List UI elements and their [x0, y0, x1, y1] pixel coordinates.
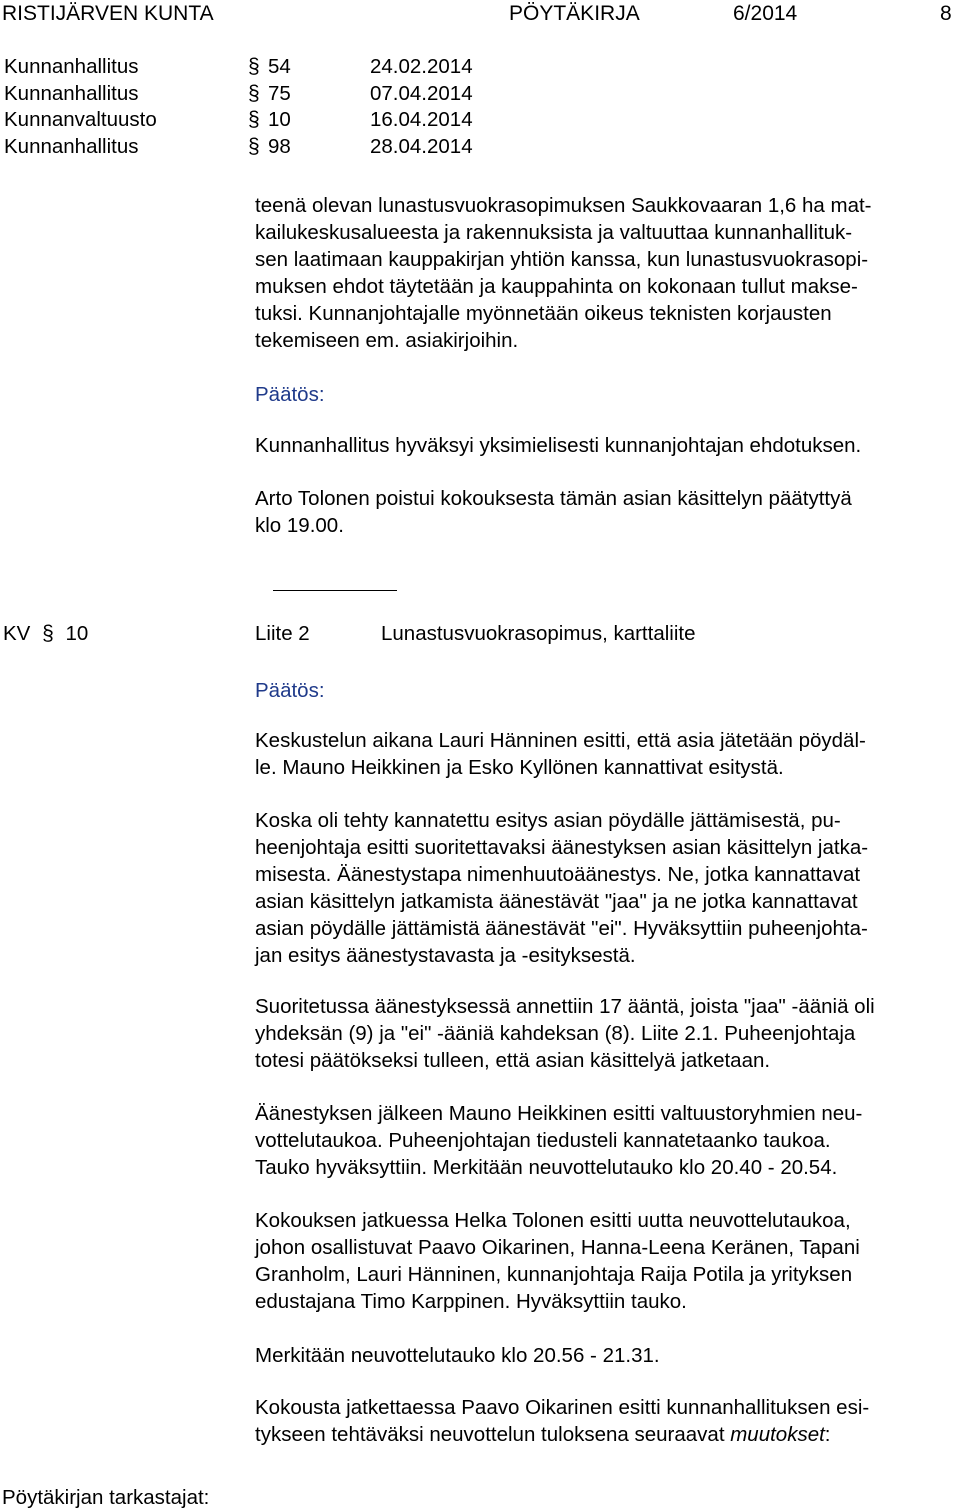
vote-procedure-paragraph	[255, 807, 955, 969]
text-line: Granholm, Lauri Hänninen, kunnanjohtaja Raija Potila ja yrityksen	[255, 1263, 853, 1286]
text-line: Tauko hyväksyttiin. Merkitään neuvottelutauko klo 20.40 - 20.54.	[255, 1156, 838, 1179]
text-line: Kokouksen jatkuessa Helka Tolonen esitti uutta neuvottelutaukoa,	[255, 1209, 851, 1232]
issue-number: 6/2014	[733, 2, 798, 25]
section-title: Lunastusvuokrasopimus, karttaliite	[381, 622, 696, 645]
line-end: :	[824, 1423, 831, 1446]
document-type: PÖYTÄKIRJA	[509, 2, 640, 25]
text-line: Arto Tolonen poistui kokouksesta tämän asian käsittelyn päätyttyä	[255, 487, 852, 510]
reference-body: Kunnanvaltuusto	[4, 108, 157, 131]
section-sign: §	[248, 108, 260, 131]
text-line: muksen ehdot täytetään ja kauppahinta on kokonaan tullut makse-	[255, 275, 858, 298]
vote-result-paragraph	[255, 993, 955, 1074]
section-divider	[273, 590, 397, 591]
proposal-paragraph	[255, 192, 955, 354]
text-line: asian pöydälle jättämistä äänestävät "ei". Hyväksyttiin puheenjohta-	[255, 917, 868, 940]
attachment-label: Liite 2	[255, 622, 310, 645]
kv-section-heading	[3, 620, 88, 647]
reference-number: 10	[268, 108, 291, 131]
text-line: Merkitään neuvottelutauko klo 20.56 - 21.31.	[255, 1344, 660, 1367]
text-line: johon osallistuvat Paavo Oikarinen, Hanna-Leena Keränen, Tapani	[255, 1236, 860, 1259]
text-line	[255, 1421, 955, 1448]
text-line: Suoritetussa äänestyksessä annettiin 17 ääntä, joista "jaa" -ääniä oli	[255, 995, 875, 1018]
decision-label: Päätös:	[255, 679, 325, 702]
text-line: Koska oli tehty kannatettu esitys asian pöydälle jättämisestä, pu-	[255, 809, 841, 832]
text-line: misesta. Äänestystapa nimenhuutoäänestys. Ne, jotka kannattavat	[255, 863, 861, 886]
text-line: jan esitys äänestystavasta ja -esityksestä.	[255, 944, 636, 967]
text-line: tuksi. Kunnanjohtajalle myönnetään oikeus teknisten korjausten	[255, 302, 832, 325]
text-line: tekemiseen em. asiakirjoihin.	[255, 329, 519, 352]
kv-number: 10	[65, 622, 89, 645]
text-line: Kokousta jatkettaessa Paavo Oikarinen esitti kunnanhallituksen esi-	[255, 1396, 870, 1419]
reference-body: Kunnanhallitus	[4, 82, 139, 105]
section-sign: §	[248, 82, 260, 105]
reference-body: Kunnanhallitus	[4, 55, 139, 78]
second-break-paragraph	[255, 1207, 955, 1315]
text-line: asian käsittelyn jatkamista äänestävät "jaa" ja ne jotka kannattavat	[255, 890, 858, 913]
discussion-paragraph	[255, 727, 955, 781]
text-line: Keskustelun aikana Lauri Hänninen esitti, että asia jätetään pöydäl-	[255, 729, 866, 752]
break-record-paragraph	[255, 1342, 955, 1369]
section-sign: §	[248, 135, 260, 158]
departure-note	[255, 485, 955, 539]
text-line: heenjohtaja esitti suoritettavaksi äänestyksen asian käsittelyn jatka-	[255, 836, 869, 859]
text-line: edustajana Timo Karppinen. Hyväksyttiin tauko.	[255, 1290, 687, 1313]
reference-number: 75	[268, 82, 291, 105]
text-line: le. Mauno Heikkinen ja Esko Kyllönen kannattivat esitystä.	[255, 756, 784, 779]
reference-date: 07.04.2014	[370, 82, 473, 105]
section-sign: §	[42, 622, 54, 645]
section-sign: §	[248, 55, 260, 78]
text-line: vottelutaukoa. Puheenjohtajan tiedusteli kannatetaanko taukoa.	[255, 1129, 831, 1152]
page-number: 8	[940, 2, 952, 25]
reference-date: 16.04.2014	[370, 108, 473, 131]
text-line: sen laatimaan kauppakirjan yhtiön kanssa, kun lunastusvuokrasopi-	[255, 248, 869, 271]
reference-date: 24.02.2014	[370, 55, 473, 78]
decision-label: Päätös:	[255, 383, 325, 406]
reference-number: 54	[268, 55, 291, 78]
text-line: yhdeksän (9) ja "ei" -ääniä kahdeksan (8). Liite 2.1. Puheenjohtaja	[255, 1022, 856, 1045]
municipality-name: RISTIJÄRVEN KUNTA	[2, 2, 214, 25]
text-line: teenä olevan lunastusvuokrasopimuksen Saukkovaaran 1,6 ha mat-	[255, 194, 872, 217]
decision-text: Kunnanhallitus hyväksyi yksimielisesti kunnanjohtajan ehdotuksen.	[255, 434, 862, 457]
emphasized-word: muutokset	[730, 1423, 825, 1446]
first-break-paragraph	[255, 1100, 955, 1181]
kv-prefix: KV	[3, 622, 31, 645]
continuation-paragraph	[255, 1394, 955, 1448]
reference-body: Kunnanhallitus	[4, 135, 139, 158]
line-text: tykseen tehtäväksi neuvottelun tuloksena seuraavat	[255, 1423, 731, 1446]
text-line: kailukeskusalueesta ja rakennuksista ja valtuuttaa kunnanhallituk-	[255, 221, 853, 244]
reference-number: 98	[268, 135, 291, 158]
text-line: Äänestyksen jälkeen Mauno Heikkinen esitti valtuustoryhmien neu-	[255, 1102, 863, 1125]
text-line: totesi päätökseksi tulleen, että asian käsittelyä jatketaan.	[255, 1049, 771, 1072]
reference-date: 28.04.2014	[370, 135, 473, 158]
reviewers-label: Pöytäkirjan tarkastajat:	[2, 1486, 210, 1509]
text-line: klo 19.00.	[255, 514, 344, 537]
